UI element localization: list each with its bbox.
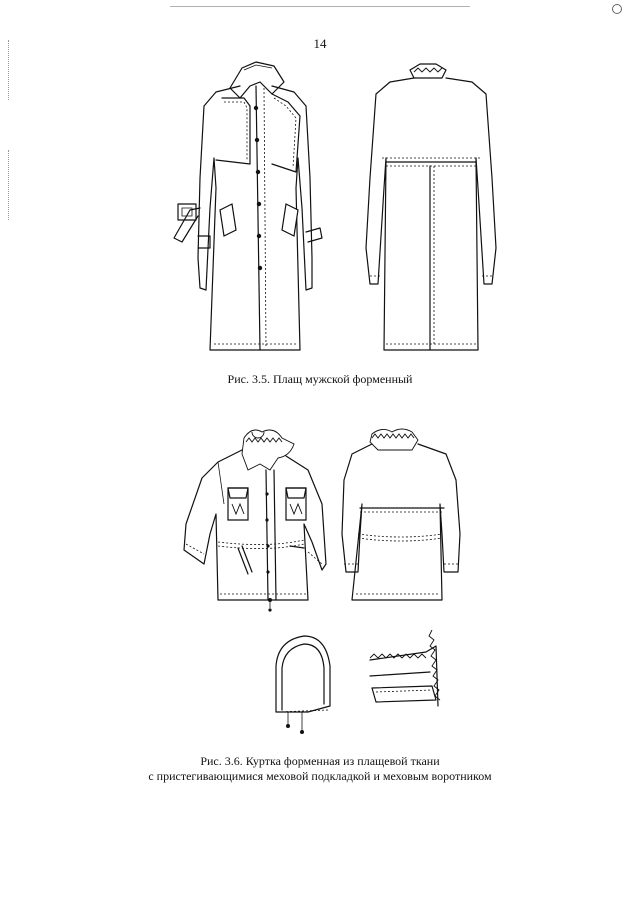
hood-detail bbox=[268, 626, 338, 746]
figure-3-6 bbox=[182, 424, 332, 614]
caption-line: с пристегивающимися меховой подкладкой и меховым воротником bbox=[148, 769, 492, 783]
caption-line: Рис. 3.5. Плащ мужской форменный bbox=[227, 372, 413, 386]
sleeve-cuff-drawing bbox=[366, 626, 456, 726]
hood-drawing bbox=[268, 626, 338, 746]
coat-front-drawing bbox=[160, 58, 330, 358]
sleeve-cuff-detail bbox=[366, 626, 456, 726]
figure-3-5-caption bbox=[0, 372, 640, 387]
coat-back-drawing bbox=[360, 58, 510, 358]
scan-corner-mark bbox=[612, 4, 622, 14]
jacket-front-drawing bbox=[182, 424, 332, 614]
figure-3-5 bbox=[160, 58, 330, 358]
page-number: 14 bbox=[313, 36, 327, 51]
jacket-back-drawing bbox=[342, 424, 472, 614]
scan-margin-mark bbox=[8, 150, 10, 220]
figure-3-6-caption bbox=[0, 754, 640, 784]
scan-edge-line bbox=[170, 6, 470, 7]
caption-line: Рис. 3.6. Куртка форменная из плащевой ткани bbox=[200, 754, 440, 768]
